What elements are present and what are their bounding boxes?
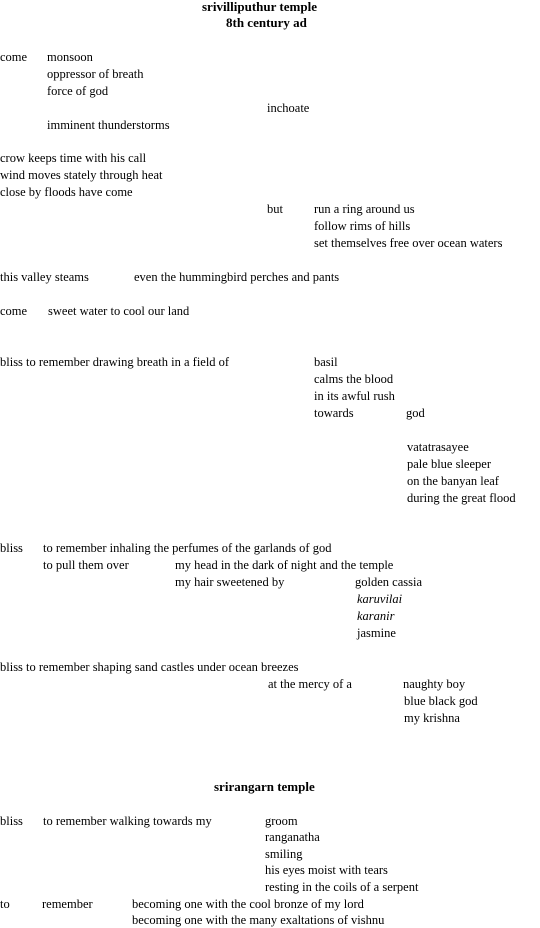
poem-line: ranganatha xyxy=(265,830,320,844)
poem-line: imminent thunderstorms xyxy=(47,118,170,132)
poem-line: to remember walking towards my xyxy=(43,814,212,828)
poem-line: during the great flood xyxy=(407,491,516,505)
poem-line: his eyes moist with tears xyxy=(265,863,388,877)
poem-line: crow keeps time with his call xyxy=(0,151,147,165)
poem-line: bliss xyxy=(0,541,23,555)
poem-line: resting in the coils of a serpent xyxy=(265,880,419,894)
poem-line: bliss to remember drawing breath in a field of xyxy=(0,355,230,369)
poem-line: golden cassia xyxy=(355,575,422,589)
poem-line: sweet water to cool our land xyxy=(48,304,190,318)
poem-line: monsoon xyxy=(47,50,93,64)
poem-line: blue black god xyxy=(404,694,478,708)
poem-line: force of god xyxy=(47,84,109,98)
poem-line: close by floods have come xyxy=(0,185,133,199)
poem-line: bliss xyxy=(0,814,23,828)
poem-line: karanir xyxy=(357,609,395,623)
poem-line: in its awful rush xyxy=(314,389,395,403)
poem-line: follow rims of hills xyxy=(314,219,411,233)
poem-line: vatatrasayee xyxy=(407,440,469,454)
poem-line: smiling xyxy=(265,847,303,861)
poem-line: oppressor of breath xyxy=(47,67,144,81)
poem-line: come xyxy=(0,304,28,318)
poem-line: come xyxy=(0,50,28,64)
poem-line: towards xyxy=(314,406,354,420)
poem-line: groom xyxy=(265,814,298,828)
poem-line: even the hummingbird perches and pants xyxy=(134,270,340,284)
poem-line: calms the blood xyxy=(314,372,394,386)
poem-line: my krishna xyxy=(404,711,460,725)
poem-line: basil xyxy=(314,355,338,369)
section1-title: srivilliputhur temple xyxy=(202,0,317,14)
poem-line: run a ring around us xyxy=(314,202,415,216)
poem-line: wind moves stately through heat xyxy=(0,168,163,182)
section2-title: srirangarn temple xyxy=(214,779,315,794)
poem-line: inchoate xyxy=(267,101,310,115)
poem-line: god xyxy=(406,406,425,420)
poem-line: on the banyan leaf xyxy=(407,474,499,488)
poem-line: bliss to remember shaping sand castles under ocean breezes xyxy=(0,660,299,674)
poem-line: remember xyxy=(42,897,93,911)
poem-line: pale blue sleeper xyxy=(407,457,491,471)
poem-line: to remember inhaling the perfumes of the garlands of god xyxy=(43,541,332,555)
poem-line: but xyxy=(267,202,283,216)
poem-line: becoming one with the many exaltations of vishnu xyxy=(132,913,385,927)
poem-line: to xyxy=(0,897,10,911)
section1-subtitle: 8th century ad xyxy=(226,15,307,30)
poem-line: this valley steams xyxy=(0,270,89,284)
poem-line: becoming one with the cool bronze of my lord xyxy=(132,897,364,911)
poem-line: jasmine xyxy=(357,626,396,640)
poem-line: my hair sweetened by xyxy=(175,575,285,589)
poem-line: karuvilai xyxy=(357,592,403,606)
poem-line: set themselves free over ocean waters xyxy=(314,236,503,250)
poem-line: at the mercy of a xyxy=(268,677,352,691)
poem-line: naughty boy xyxy=(403,677,466,691)
poem-line: my head in the dark of night and the temple xyxy=(175,558,394,572)
poem-line: to pull them over xyxy=(43,558,129,572)
